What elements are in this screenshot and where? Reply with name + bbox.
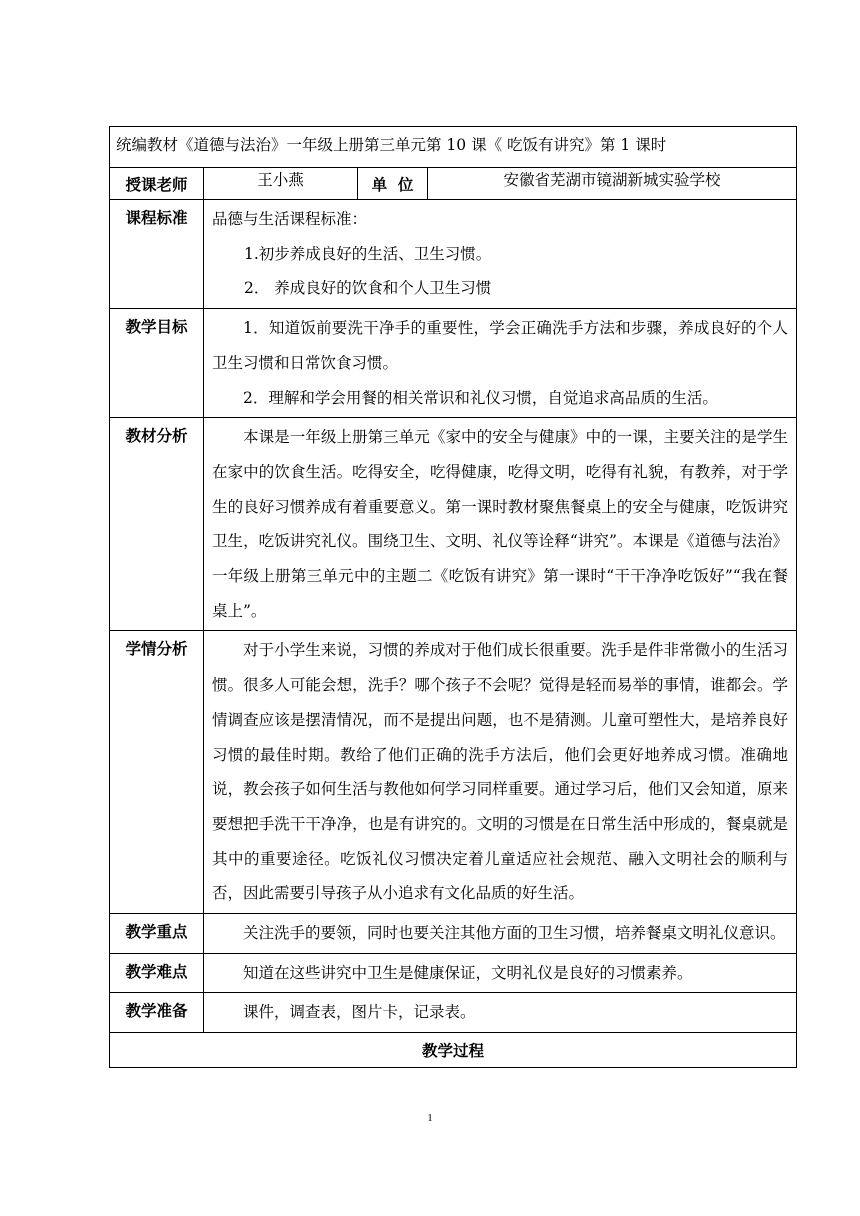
process-heading: 教学过程 — [110, 1033, 797, 1068]
standard-line: 品德与生活课程标准： — [212, 210, 368, 228]
section-content — [204, 631, 797, 914]
section-label: 教学目标 — [110, 309, 204, 418]
section-content — [204, 418, 797, 631]
section-label: 教学难点 — [110, 953, 204, 993]
section-row-preparation — [110, 993, 797, 1033]
section-row-key-points — [110, 914, 797, 954]
preparation-paragraph: 课件，调查表，图片卡，记录表。 — [243, 1003, 476, 1022]
unit-name: 安徽省芜湖市镜湖新城实验学校 — [428, 168, 797, 200]
section-row-material — [110, 418, 797, 631]
section-content — [204, 309, 797, 418]
document-title: 统编教材《道德与法治》一年级上册第三单元第 10 课《 吃饭有讲究》第 1 课时 — [110, 127, 797, 168]
page-number: 1 — [427, 1112, 433, 1124]
title-row — [110, 127, 797, 168]
unit-label: 单 位 — [358, 168, 428, 200]
section-content — [204, 914, 797, 954]
section-row-objectives — [110, 309, 797, 418]
teacher-name: 王小燕 — [204, 168, 358, 200]
objective-paragraph: 2．理解和学会用餐的相关常识和礼仪习惯，自觉追求高品质的生活。 — [243, 388, 718, 407]
standard-line: 1.初步养成良好的生活、卫生习惯。 — [244, 244, 492, 263]
objective-paragraph: 1．知道饭前要洗干净手的重要性，学会正确洗手方法和步骤，养成良好的个人卫生习惯和日常饮食习惯。 — [212, 319, 789, 372]
section-label: 课程标准 — [110, 200, 204, 309]
section-row-difficulties — [110, 953, 797, 993]
process-row — [110, 1033, 797, 1068]
section-row-students — [110, 631, 797, 914]
section-content — [204, 200, 797, 309]
section-content — [204, 953, 797, 993]
difficulties-paragraph: 知道在这些讲究中卫生是健康保证，文明礼仪是良好的习惯素养。 — [243, 963, 693, 982]
section-label: 教学重点 — [110, 914, 204, 954]
students-paragraph: 对于小学生来说，习惯的养成对于他们成长很重要。洗手是件非常微小的生活习惯。很多人可能会想，洗手？哪个孩子不会呢？觉得是轻而易举的事情，谁都会。学情调查应该是摆清情况，而不是提出问题，也不是猜测。儿童可塑性大，是培养良好习惯的最佳时期。教给了他们正确的洗手方法后，他们会更好地养成习惯。准确地说，教会孩子如何生活与教他如何学习同样重要。通过学习后，他们又会知道，原来要想把手洗干干净净，也是有讲究的。文明的习惯是在日常生活中形成的，餐桌就是其中的重要途径。吃饭礼仪习惯决定着儿童适应社会规范、融入文明社会的顺利与否，因此需要引导孩子从小追求有文化品质的好生活。 — [212, 641, 789, 903]
standard-line: 2． 养成良好的饮食和个人卫生习惯 — [244, 279, 492, 298]
key-points-paragraph: 关注洗手的要领，同时也要关注其他方面的卫生习惯，培养餐桌文明礼仪意识。 — [243, 924, 786, 943]
lesson-plan-table — [109, 126, 797, 1068]
section-label: 学情分析 — [110, 631, 204, 914]
section-content — [204, 993, 797, 1033]
teacher-row — [110, 168, 797, 200]
material-paragraph: 本课是一年级上册第三单元《家中的安全与健康》中的一课，主要关注的是学生在家中的饮食生活。吃得安全，吃得健康，吃得文明，吃得有礼貌，有教养，对于学生的良好习惯养成有着重要意义。第一课时教材聚焦餐桌上的安全与健康，吃饭讲究卫生，吃饭讲究礼仪。围绕卫生、文明、礼仪等诠释“讲究”。本课是《道德与法治》一年级上册第三单元中的主题二《吃饭有讲究》第一课时“干干净净吃饭好”“我在餐桌上”。 — [212, 428, 789, 620]
section-label: 教材分析 — [110, 418, 204, 631]
teacher-label: 授课老师 — [110, 168, 204, 200]
section-row-standard — [110, 200, 797, 309]
section-label: 教学准备 — [110, 993, 204, 1033]
